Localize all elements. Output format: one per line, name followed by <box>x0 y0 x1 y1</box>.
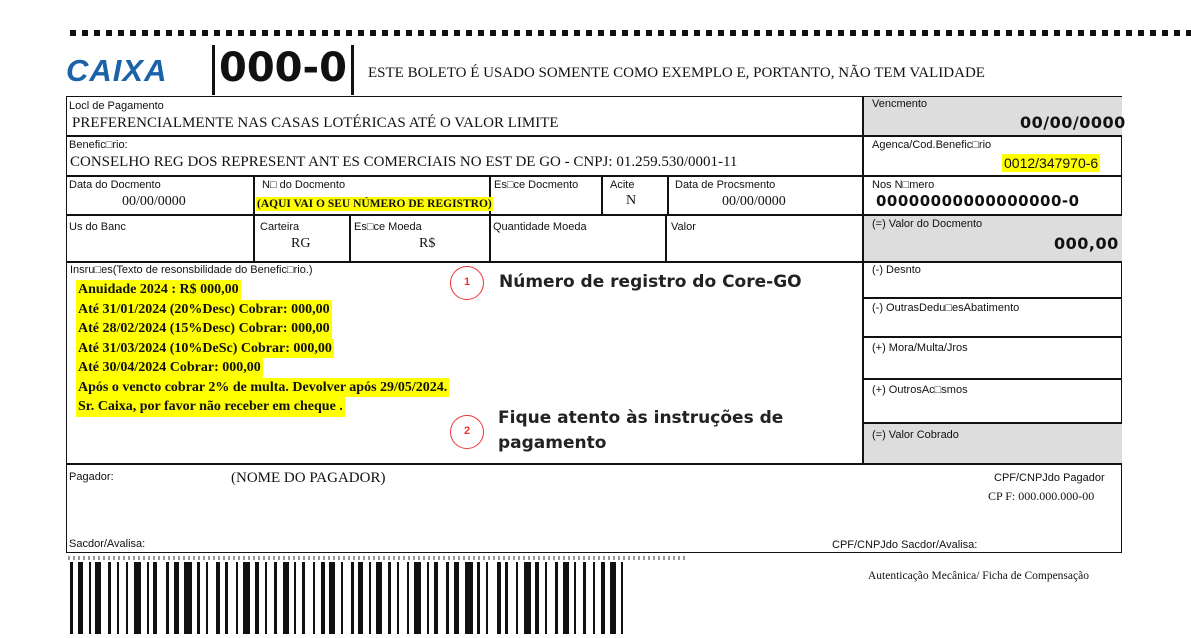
valor-documento-label: (=) Valor do Docmento <box>872 218 983 230</box>
carteira-value: RG <box>291 236 311 251</box>
barcode-bar <box>108 562 111 634</box>
nosso-numero-label: Nos N□mero <box>872 179 935 191</box>
barcode-bar <box>454 562 459 634</box>
header-note: ESTE BOLETO É USADO SOMENTE COMO EXEMPLO E, PORTANTO, NÃO TEM VALIDADE <box>368 65 985 81</box>
data-documento-value: 00/00/0000 <box>122 194 186 209</box>
barcode-bar <box>477 562 480 634</box>
divider <box>67 175 1122 177</box>
carteira-label: Carteira <box>260 221 300 233</box>
barcode-bar <box>376 562 382 634</box>
barcode-bar <box>497 562 501 634</box>
barcode-bar <box>583 562 586 634</box>
barcode-bar <box>329 562 335 634</box>
perforation-line <box>68 556 688 560</box>
divider <box>253 175 255 262</box>
divider <box>665 214 667 262</box>
barcode-bar <box>153 562 157 634</box>
barcode-bar <box>174 562 179 634</box>
barcode-bar <box>166 562 169 634</box>
barcode-bar <box>610 562 616 634</box>
mora-multa-label: (+) Mora/Multa/Jros <box>872 342 968 354</box>
data-processamento-label: Data de Procsmento <box>675 179 776 191</box>
instruction-line: Até 31/01/2024 (20%Desc) Cobrar: 000,00 <box>76 300 332 320</box>
bank-code: 000-0 <box>212 45 354 95</box>
divider <box>349 214 351 262</box>
sacador-label: Sacdor/Avalisa: <box>69 538 146 550</box>
agencia-label: Agenca/Cod.Benefic□rio <box>872 139 992 151</box>
barcode-bar <box>78 562 83 634</box>
barcode-bar <box>555 562 558 634</box>
divider <box>67 214 1122 216</box>
numero-documento-label: N□ do Docmento <box>262 179 346 191</box>
outros-acrescimos-label: (+) OutrosAc□smos <box>872 384 968 396</box>
aceite-value: N <box>626 193 637 208</box>
caixa-logo: CAIXA <box>66 53 168 88</box>
local-pagamento-label: Locl de Pagamento <box>69 100 164 112</box>
barcode <box>70 562 630 634</box>
barcode-bar <box>397 562 399 634</box>
vencimento-value: 00/00/0000 <box>1020 113 1126 132</box>
especie-documento-label: Es□ce Docmento <box>494 179 579 191</box>
barcode-bar <box>414 562 421 634</box>
especie-moeda-value: R$ <box>419 236 436 251</box>
instrucoes-label: Insru□es(Texto de resonsbilidade do Benefic□rio.) <box>70 264 313 276</box>
barcode-bar <box>545 562 547 634</box>
divider <box>862 378 1122 380</box>
barcode-bar <box>216 562 220 634</box>
divider <box>67 135 1122 137</box>
barcode-bar <box>601 562 605 634</box>
divider <box>67 261 1122 263</box>
barcode-bar <box>274 562 277 634</box>
divider <box>489 175 491 262</box>
instruction-line: Sr. Caixa, por favor não receber em cheque . <box>76 397 345 417</box>
pagador-name: (NOME DO PAGADOR) <box>231 470 386 486</box>
agencia-value: 0012/347970-6 <box>1004 155 1099 171</box>
callout-2-text: Fique atento às instruções de pagamento <box>498 408 784 453</box>
divider <box>862 97 864 464</box>
barcode-bar <box>206 562 208 634</box>
data-processamento-value: 00/00/0000 <box>722 194 786 209</box>
barcode-bar <box>593 562 595 634</box>
instruction-line: Até 28/02/2024 (15%Desc) Cobrar: 000,00 <box>76 319 332 339</box>
cpf-pagador-label: CPF/CNPJdo Pagador <box>994 472 1105 484</box>
barcode-bar <box>388 562 391 634</box>
instruction-line: Até 30/04/2024 Cobrar: 000,00 <box>76 358 263 378</box>
nosso-numero-value: 00000000000000000-0 <box>876 192 1080 210</box>
instructions-list <box>76 280 449 417</box>
callout-2-badge: 2 <box>450 415 484 449</box>
barcode-bar <box>434 562 438 634</box>
beneficiario-value: CONSELHO REG DOS REPRESENT ANT ES COMERCIAIS NO EST DE GO - CNPJ: 01.259.530/0001-11 <box>70 154 738 170</box>
barcode-bar <box>563 562 569 634</box>
pagador-label: Pagador: <box>69 471 114 483</box>
barcode-bar <box>516 562 518 634</box>
cpf-sacador-label: CPF/CNPJdo Sacdor/Avalisa: <box>832 539 978 551</box>
barcode-bar <box>486 562 488 634</box>
local-pagamento-value: PREFERENCIALMENTE NAS CASAS LOTÉRICAS ATÉ O VALOR LIMITE <box>72 115 559 131</box>
barcode-bar <box>446 562 449 634</box>
valor-label: Valor <box>671 221 696 233</box>
barcode-bar <box>243 562 250 634</box>
barcode-bar <box>341 562 343 634</box>
barcode-bar <box>313 562 315 634</box>
barcode-bar <box>294 562 296 634</box>
barcode-bar <box>302 562 305 634</box>
barcode-bar <box>117 562 119 634</box>
divider <box>601 175 603 215</box>
barcode-bar <box>89 562 91 634</box>
valor-cobrado-label: (=) Valor Cobrado <box>872 429 959 441</box>
barcode-bar <box>147 562 149 634</box>
aceite-label: Acite <box>610 179 635 191</box>
autenticacao-text: Autenticação Mecânica/ Ficha de Compensação <box>868 570 1089 582</box>
divider <box>862 422 1122 424</box>
barcode-bar <box>524 562 531 634</box>
barcode-bar <box>184 562 192 634</box>
barcode-bar <box>225 562 228 634</box>
divider <box>862 336 1122 338</box>
barcode-bar <box>574 562 576 634</box>
barcode-bar <box>505 562 508 634</box>
data-documento-label: Data do Docmento <box>69 179 161 191</box>
barcode-bar <box>321 562 325 634</box>
barcode-bar <box>535 562 539 634</box>
barcode-bar <box>465 562 473 634</box>
desconto-label: (-) Desnto <box>872 264 921 276</box>
quantidade-moeda-label: Quantidade Moeda <box>493 221 587 233</box>
cpf-pagador-value: CP F: 000.000.000-00 <box>988 489 1095 503</box>
divider <box>667 175 669 215</box>
barcode-bar <box>265 562 267 634</box>
barcode-bar <box>236 562 238 634</box>
instruction-line: Após o vencto cobrar 2% de multa. Devolver após 29/05/2024. <box>76 378 449 398</box>
callout-1-badge: 1 <box>450 266 484 300</box>
barcode-bar <box>427 562 429 634</box>
especie-moeda-label: Es□ce Moeda <box>354 221 422 233</box>
barcode-bar <box>351 562 354 634</box>
valor-documento-value: 000,00 <box>1054 234 1119 253</box>
instruction-line: Anuidade 2024 : R$ 000,00 <box>76 280 241 300</box>
barcode-bar <box>95 562 101 634</box>
barcode-bar <box>134 562 141 634</box>
barcode-bar <box>283 562 289 634</box>
barcode-bar <box>407 562 409 634</box>
barcode-bar <box>126 562 128 634</box>
divider <box>862 297 1122 299</box>
numero-documento-value: (AQUI VAI O SEU NÚMERO DE REGISTRO) <box>257 198 492 210</box>
top-cut-line <box>70 30 1191 36</box>
instruction-line: Até 31/03/2024 (10%DeSc) Cobrar: 000,00 <box>76 339 334 359</box>
barcode-bar <box>358 562 363 634</box>
barcode-bar <box>197 562 200 634</box>
outras-deducoes-label: (-) OutrasDedu□esAbatimento <box>872 302 1020 314</box>
barcode-bar <box>621 562 623 634</box>
barcode-bar <box>70 562 73 634</box>
divider <box>67 463 1122 465</box>
barcode-bar <box>255 562 259 634</box>
uso-banco-label: Us do Banc <box>69 221 126 233</box>
vencimento-label: Vencmento <box>872 98 928 110</box>
barcode-bar <box>369 562 371 634</box>
beneficiario-label: Benefic□rio: <box>69 139 128 151</box>
callout-1-text: Número de registro do Core-GO <box>499 272 802 292</box>
